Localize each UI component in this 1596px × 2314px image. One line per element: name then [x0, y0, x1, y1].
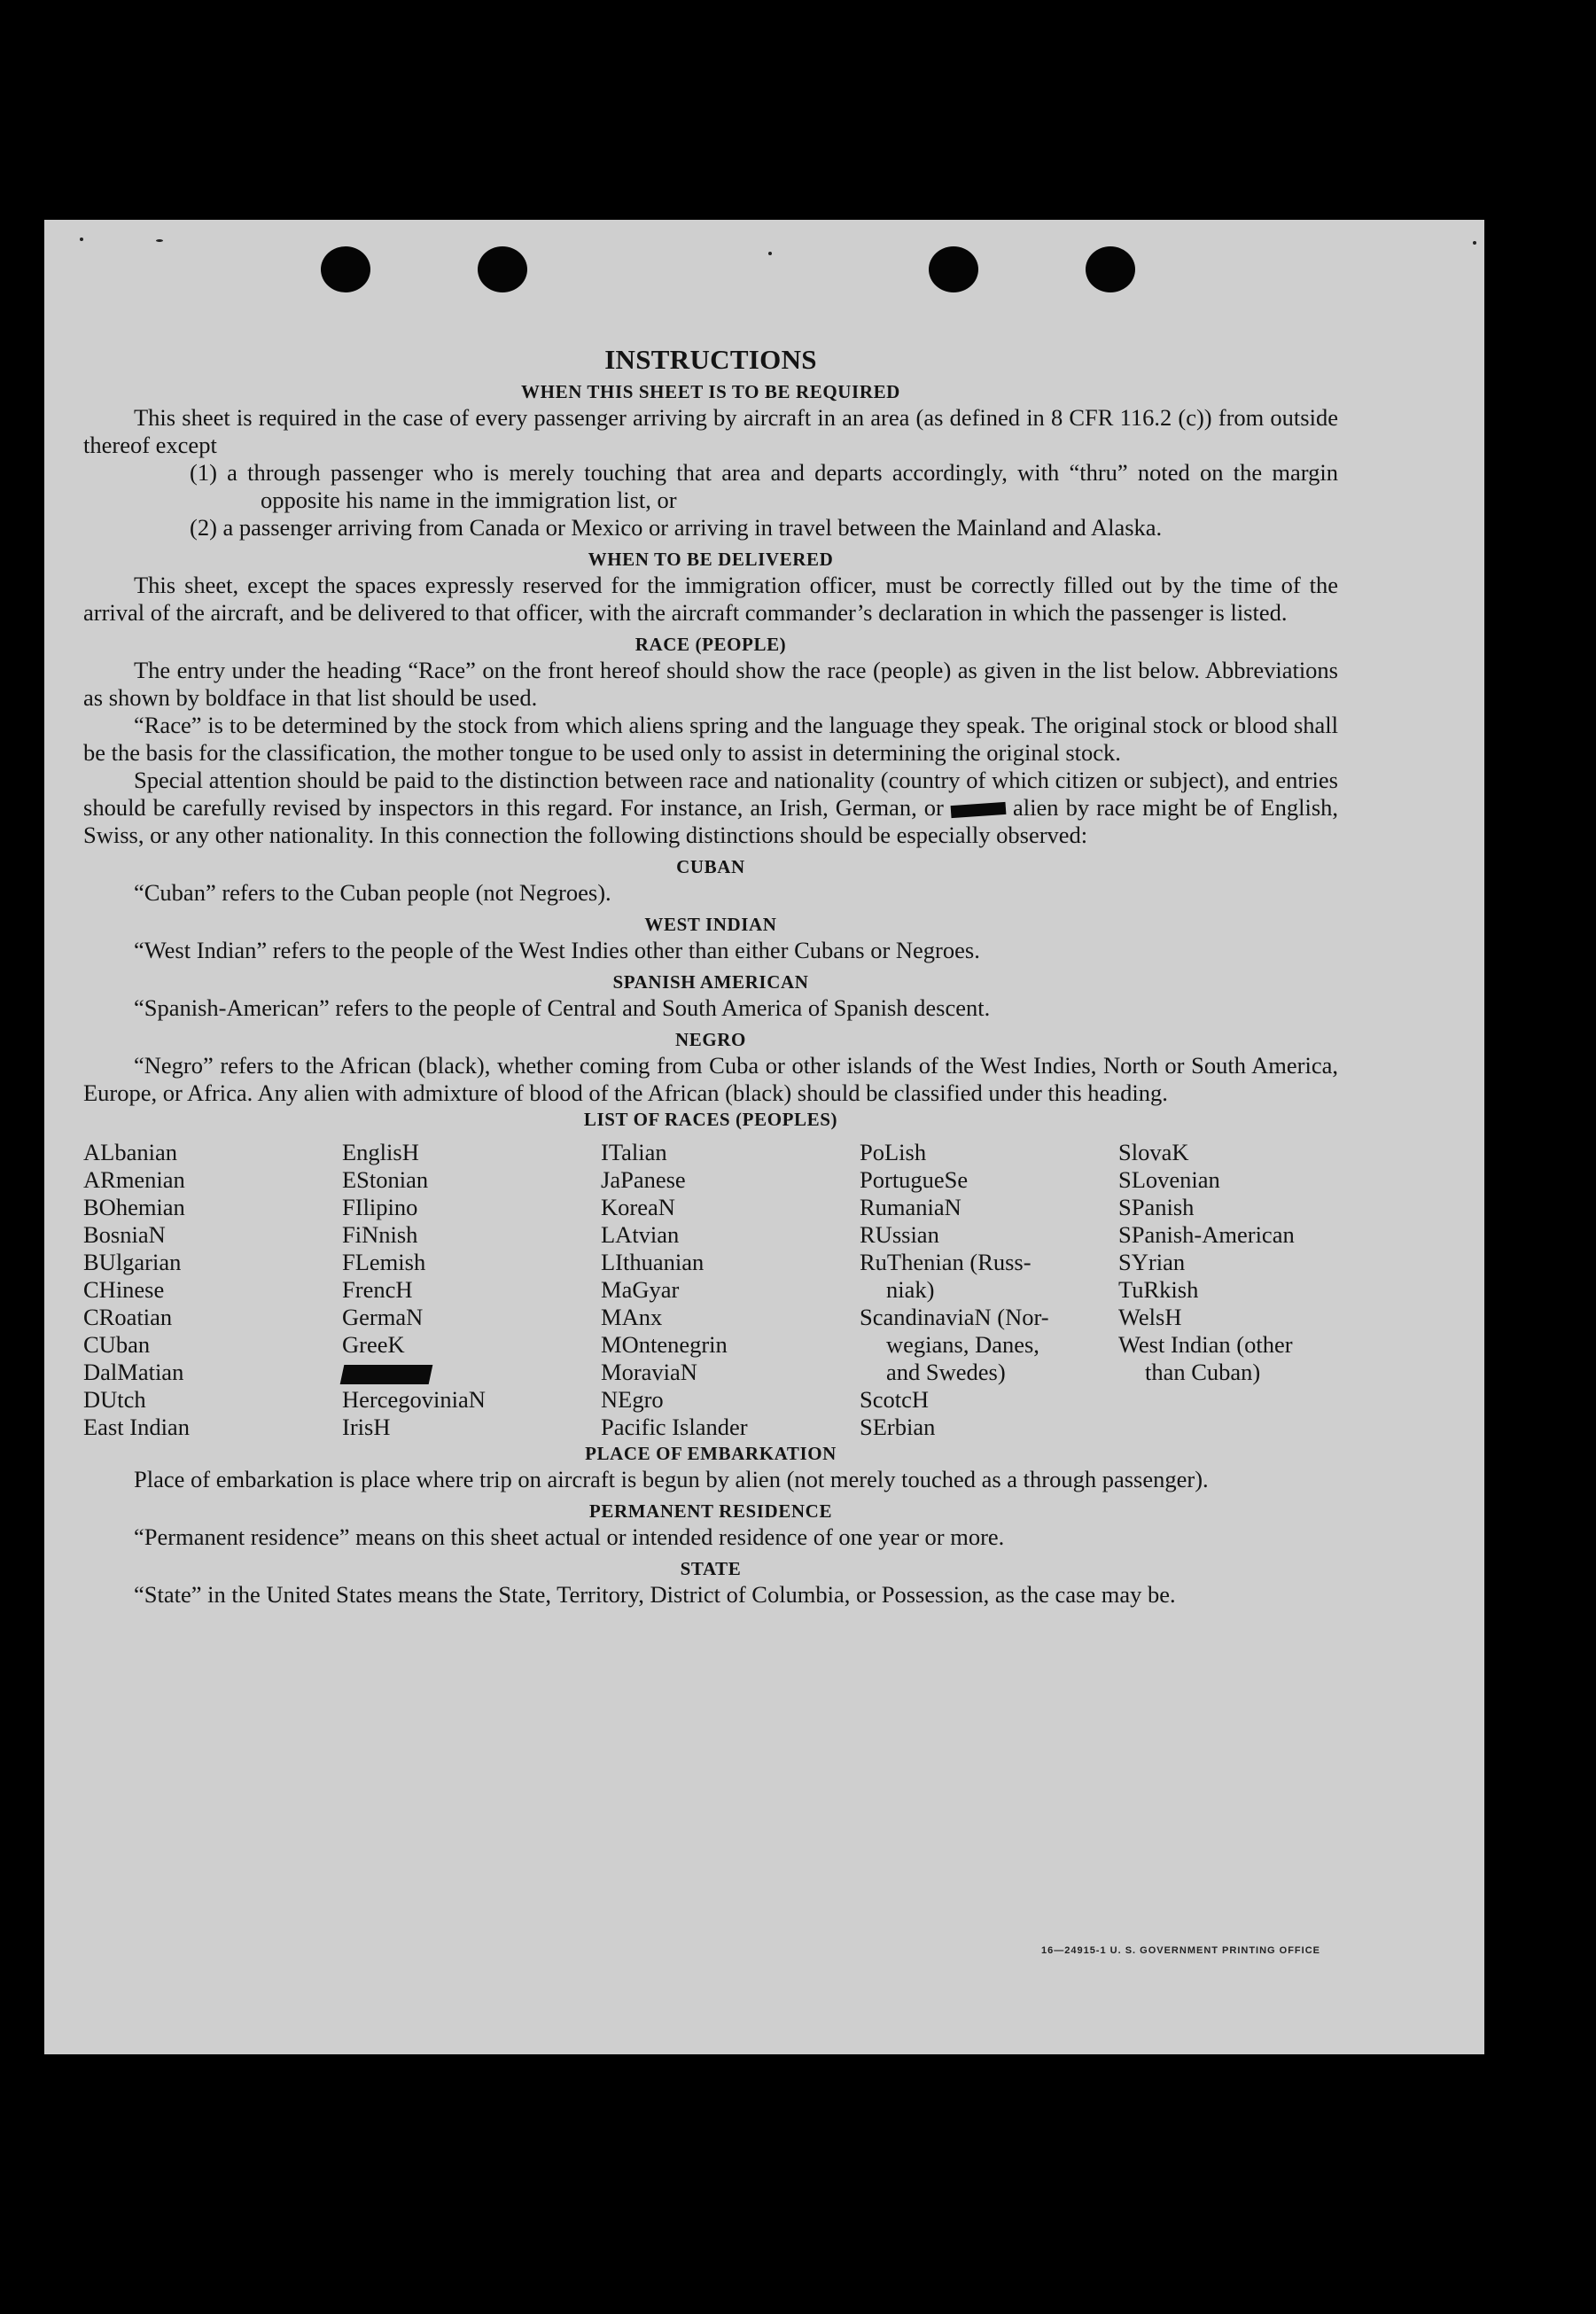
- section-heading-embarkation: PLACE OF EMBARKATION: [585, 1443, 837, 1464]
- race-entry: ScandinaviaN (Nor-: [860, 1304, 1049, 1330]
- race-paragraph-3: [83, 767, 1338, 849]
- race-entry: MOntenegrin: [601, 1331, 728, 1358]
- race-entry: PoLish: [860, 1139, 927, 1165]
- state-text-line-2: may be.: [1101, 1581, 1176, 1608]
- race-entry: ALbanian: [83, 1139, 177, 1165]
- race-entry: NEgro: [601, 1386, 664, 1413]
- section-heading-negro: NEGRO: [674, 1029, 746, 1050]
- redaction-mark: [951, 802, 1007, 818]
- race-entry: DalMatian: [83, 1359, 184, 1385]
- race-entry: MaGyar: [601, 1276, 680, 1303]
- race-entry: PortugueSe: [860, 1166, 969, 1193]
- embarkation-text: Place of embarkation is place where trip on aircraft is begun by alien (not merely touched as a through passenger).: [134, 1466, 1209, 1492]
- document-sheet: [44, 220, 1484, 2054]
- negro-text: “Negro” refers to the African (black), whether coming from Cuba or other islands of the West Indies, North or South America, Europe, or Africa. Any alien with admixture of blood of the African (black) should be classified under this heading.: [83, 1052, 1338, 1106]
- race-entry: SErbian: [860, 1414, 936, 1440]
- race-entry: HercegoviniaN: [342, 1386, 486, 1413]
- races-column: [1118, 1139, 1377, 1441]
- races-list: [83, 1139, 1338, 1441]
- race-entry: ITalian: [601, 1139, 667, 1165]
- race-entry: SPanish-American: [1118, 1221, 1295, 1248]
- required-item-1: (1) a through passenger who is merely touching that area and departs accordingly, with “thru” noted on the margin opposite his name in the immigration list, or: [190, 459, 1338, 513]
- race-entry: MoraviaN: [601, 1359, 697, 1385]
- race-entry: ARmenian: [83, 1166, 185, 1193]
- races-column: [342, 1139, 601, 1441]
- race-entry: JaPanese: [601, 1166, 686, 1193]
- required-intro: This sheet is required in the case of every passenger arriving by aircraft in an area (as defined in 8 CFR 116.2 (c)) from outside thereof except: [83, 404, 1338, 458]
- race-entry: SYrian: [1118, 1249, 1186, 1275]
- race-entry: FLemish: [342, 1249, 426, 1275]
- section-heading-residence: PERMANENT RESIDENCE: [588, 1500, 833, 1522]
- punch-hole: [929, 246, 978, 292]
- race-paragraph-1: The entry under the heading “Race” on the front hereof should show the race (people) as given in the list below. Abbreviations as shown by boldface in that list should be used.: [83, 657, 1338, 711]
- punch-hole: [478, 246, 527, 292]
- race-entry: MAnx: [601, 1304, 663, 1330]
- race-entry: EnglisH: [342, 1139, 419, 1165]
- race-entry: EStonian: [342, 1166, 429, 1193]
- race-entry: BosniaN: [83, 1221, 166, 1248]
- race-entry: FIlipino: [342, 1194, 418, 1220]
- required-item-2: (2) a passenger arriving from Canada or Mexico or arriving in travel between the Mainland and Alaska.: [190, 514, 1163, 541]
- section-heading-race: RACE (PEOPLE): [635, 634, 787, 655]
- race-entry-continued: than Cuban): [1145, 1359, 1261, 1385]
- section-heading-spanish-american: SPANISH AMERICAN: [612, 971, 809, 993]
- page-title: INSTRUCTIONS: [604, 344, 817, 375]
- redaction-mark: [340, 1365, 433, 1384]
- race-entry: CRoatian: [83, 1304, 173, 1330]
- residence-text: “Permanent residence” means on this sheet actual or intended residence of one year or more.: [134, 1523, 1005, 1550]
- spanish-american-text: “Spanish-American” refers to the people of Central and South America of Spanish descent.: [134, 994, 991, 1021]
- delivered-text: This sheet, except the spaces expressly reserved for the immigration officer, must be correctly filled out by the time of the arrival of the aircraft, and be delivered to that officer, with the aircraft commander’s declaration in which the passenger is listed.: [83, 572, 1338, 626]
- state-text-line-1: “State” in the United States means the State, Territory, District of Columbia, or Possession, as the case: [134, 1581, 1096, 1608]
- race-entry: LAtvian: [601, 1221, 680, 1248]
- race-entry: GreeK: [342, 1331, 405, 1358]
- section-heading-cuban: CUBAN: [676, 856, 745, 877]
- race-entry: CHinese: [83, 1276, 165, 1303]
- race-entry: FrencH: [342, 1276, 413, 1303]
- redacted-race-entry: [342, 1359, 601, 1386]
- printing-office-code: 16—24915-1 U. S. GOVERNMENT PRINTING OFFICE: [1040, 1945, 1320, 1956]
- speck-mark: [768, 252, 772, 255]
- section-heading-state: STATE: [680, 1558, 742, 1579]
- race-entry: ScotcH: [860, 1386, 930, 1413]
- race-paragraph-3b: alien by race might be of English, Swiss, or any other nationality. In this connection the following distinctions should be especially observed:: [83, 794, 1339, 848]
- punch-hole: [321, 246, 370, 292]
- races-column: [860, 1139, 1118, 1441]
- instructions-content: [83, 344, 1338, 1609]
- state-text: [83, 1581, 1338, 1609]
- race-entry: DUtch: [83, 1386, 146, 1413]
- race-entry: BUlgarian: [83, 1249, 182, 1275]
- section-heading-delivered: WHEN TO BE DELIVERED: [588, 549, 834, 570]
- speck-mark: [80, 238, 83, 241]
- race-paragraph-3a: Special attention should be paid to the distinction between race and nationality (country of which citizen or subject), and entries should be carefully revised by inspectors in this regard. For instance, an Irish, German, or: [83, 767, 1338, 821]
- race-entry: WelsH: [1118, 1304, 1182, 1330]
- race-entry: SlovaK: [1118, 1139, 1189, 1165]
- race-entry-continued: niak): [886, 1276, 935, 1303]
- race-entry: RuThenian (Russ-: [860, 1249, 1032, 1275]
- race-entry: RUssian: [860, 1221, 939, 1248]
- speck-mark: [156, 239, 163, 242]
- race-entry: GermaN: [342, 1304, 424, 1330]
- race-entry: IrisH: [342, 1414, 391, 1440]
- cuban-text: “Cuban” refers to the Cuban people (not Negroes).: [134, 879, 611, 906]
- race-paragraph-2: “Race” is to be determined by the stock from which aliens spring and the language they speak. The original stock or blood shall be the basis for the classification, the mother tongue to be used only to assist in determining the original stock.: [83, 712, 1338, 766]
- race-entry: West Indian (other: [1118, 1331, 1293, 1358]
- race-entry-continued: and Swedes): [886, 1359, 1006, 1385]
- race-entry: BOhemian: [83, 1194, 185, 1220]
- race-entry: Pacific Islander: [601, 1414, 748, 1440]
- race-entry: RumaniaN: [860, 1194, 961, 1220]
- section-heading-races-list: LIST OF RACES (PEOPLES): [583, 1109, 838, 1130]
- west-indian-text: “West Indian” refers to the people of the West Indies other than either Cubans or Negroes.: [134, 937, 980, 963]
- race-entry-continued: wegians, Danes,: [886, 1331, 1039, 1358]
- race-entry: FiNnish: [342, 1221, 418, 1248]
- race-entry: SPanish: [1118, 1194, 1195, 1220]
- punch-hole: [1086, 246, 1135, 292]
- race-entry: CUban: [83, 1331, 151, 1358]
- race-entry: SLovenian: [1118, 1166, 1220, 1193]
- race-entry: KoreaN: [601, 1194, 675, 1220]
- race-entry: LIthuanian: [601, 1249, 705, 1275]
- race-entry: TuRkish: [1118, 1276, 1199, 1303]
- races-column: [83, 1139, 342, 1441]
- speck-mark: [1473, 241, 1476, 245]
- race-entry: East Indian: [83, 1414, 190, 1440]
- section-heading-required: WHEN THIS SHEET IS TO BE REQUIRED: [521, 381, 900, 402]
- section-heading-west-indian: WEST INDIAN: [644, 914, 777, 935]
- races-column: [601, 1139, 860, 1441]
